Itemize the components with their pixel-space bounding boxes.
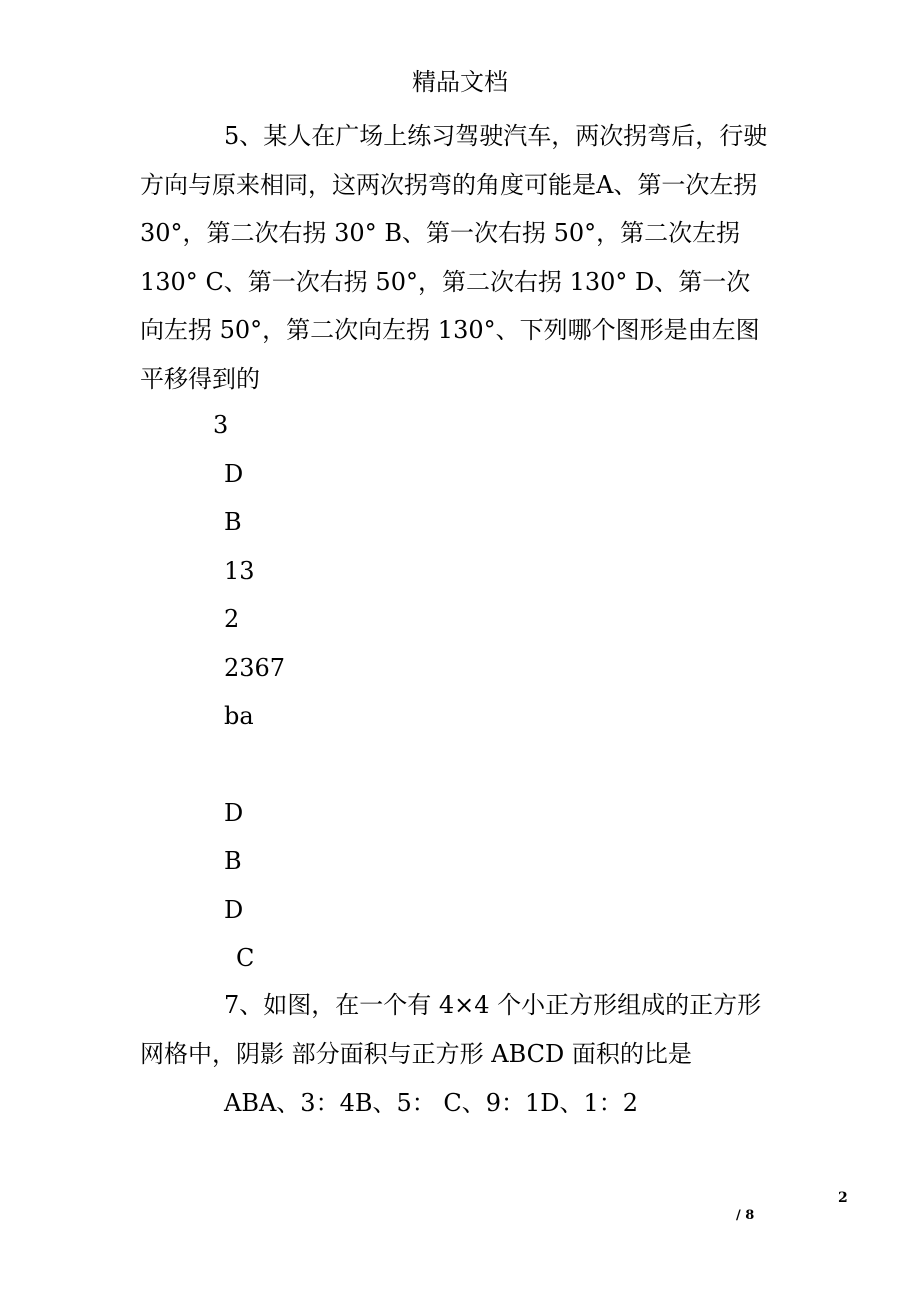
question-5-text [140, 112, 788, 403]
figure-fragment: D [224, 896, 244, 924]
figure-fragment: C [236, 944, 255, 972]
question-7-line: 7、如图，在一个有 4×4 个小正方形组成的正方形 [224, 991, 762, 1019]
page-number: 2 [838, 1190, 848, 1206]
figure-fragment: 2 [224, 605, 240, 633]
figure-fragment: 2367 [224, 654, 286, 682]
question-5-line: 30°，第二次右拐 30° B、第一次右拐 50°，第二次左拐 [140, 219, 741, 247]
figure-fragment: B [224, 508, 242, 536]
figure-fragment: B [224, 847, 242, 875]
question-7-options: ABA、3：4B、5： C、9：1D、1：2 [224, 1089, 639, 1117]
page-total: / 8 [736, 1208, 755, 1223]
question-5-line: 方向与原来相同，这两次拐弯的角度可能是A、第一次左拐 [140, 170, 758, 199]
figure-fragment: D [224, 799, 244, 827]
question-5-line: 向左拐 50°，第二次向左拐 130°、下列哪个图形是由左图 [140, 316, 760, 344]
question-5-line: 5、某人在广场上练习驾驶汽车，两次拐弯后，行驶 [224, 122, 768, 150]
question-7-line: 网格中，阴影 部分面积与正方形 ABCD 面积的比是 [140, 1039, 692, 1068]
question-5-line: 平移得到的 [140, 364, 260, 393]
page-header-title: 精品文档 [412, 68, 508, 96]
question-5-line: 130° C、第一次右拐 50°，第二次右拐 130° D、第一次 [140, 267, 751, 296]
figure-fragment: ba [224, 702, 254, 730]
figure-fragment: 3 [213, 411, 229, 439]
figure-fragment: 13 [224, 557, 255, 585]
figure-fragment: D [224, 460, 244, 488]
question-7-text [140, 981, 788, 1078]
